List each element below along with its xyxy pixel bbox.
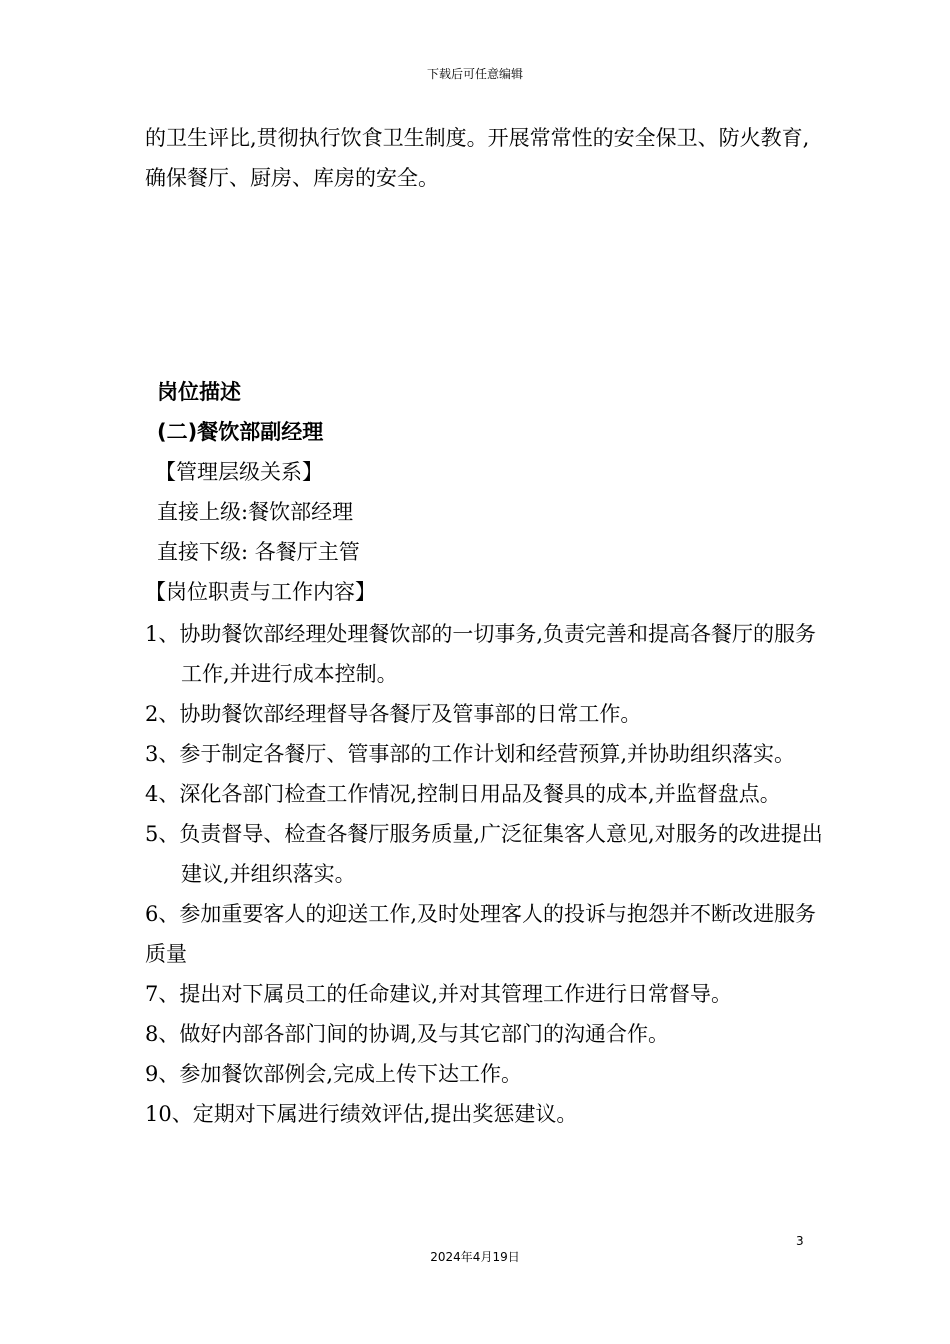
list-item: 8、做好内部各部门间的协调,及与其它部门的沟通合作。 <box>145 1022 670 1046</box>
page-header: 下载后可任意编辑 <box>426 67 523 81</box>
position-title: (二)餐饮部副经理 <box>157 420 324 444</box>
list-item: 1、协助餐饮部经理处理餐饮部的一切事务,负责完善和提高各餐厅的服务工作,并进行成本控制。 <box>145 622 817 686</box>
list-item: 9、参加餐饮部例会,完成上传下达工作。 <box>145 1062 523 1086</box>
list-item: 5、负责督导、检查各餐厅服务质量,广泛征集客人意见,对服务的改进提出建议,并组织落实。 <box>145 822 823 886</box>
list-item: 6、参加重要客人的迎送工作,及时处理客人的投诉与抱怨并不断改进服务质量 <box>145 902 817 966</box>
section-title: 岗位描述 <box>157 380 241 404</box>
list-item: 4、深化各部门检查工作情况,控制日用品及餐具的成本,并监督盘点。 <box>145 782 781 806</box>
hierarchy-heading: 【管理层级关系】 <box>155 460 323 484</box>
duties-list <box>145 614 825 1134</box>
list-item: 3、参于制定各餐厅、管事部的工作计划和经营预算,并协助组织落实。 <box>145 742 796 766</box>
list-item: 10、定期对下属进行绩效评估,提出奖惩建议。 <box>145 1102 578 1126</box>
page-number: 3 <box>796 1234 804 1248</box>
duties-heading: 【岗位职责与工作内容】 <box>145 580 376 604</box>
direct-superior: 直接上级:餐饮部经理 <box>157 500 354 524</box>
direct-subordinate: 直接下级: 各餐厅主管 <box>157 540 360 564</box>
page-footer-date: 2024年4月19日 <box>430 1250 520 1264</box>
intro-paragraph: 的卫生评比,贯彻执行饮食卫生制度。开展常常性的安全保卫、防火教育,确保餐厅、厨房、库房的安全。 <box>145 126 810 190</box>
list-item: 2、协助餐饮部经理督导各餐厅及管事部的日常工作。 <box>145 702 642 726</box>
list-item: 7、提出对下属员工的任命建议,并对其管理工作进行日常督导。 <box>145 982 733 1006</box>
